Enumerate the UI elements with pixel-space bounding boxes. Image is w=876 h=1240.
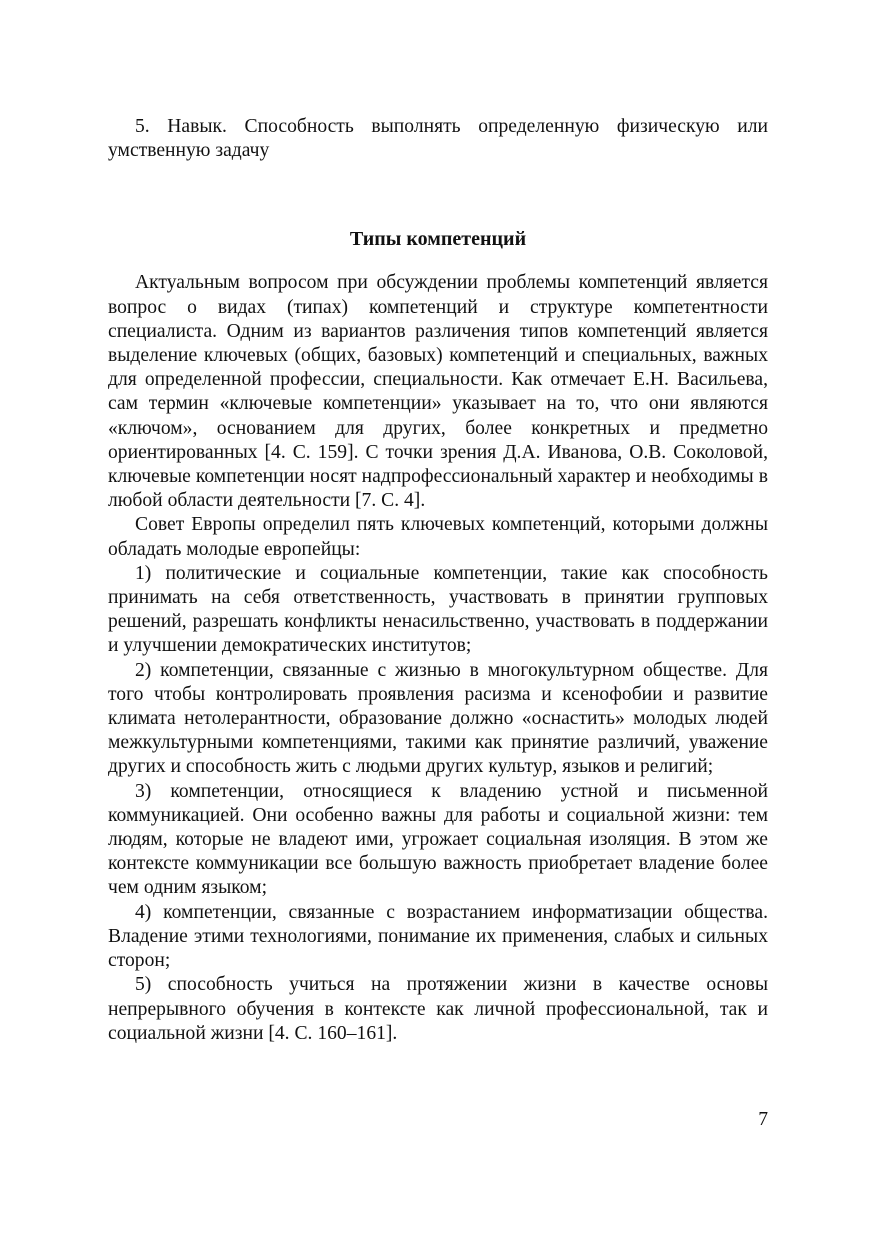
- list-item-5: 5) способность учиться на протяжении жизни в качестве основы непрерывного обучения в контексте как личной профессиональной, так и социальной жизни [4. С. 160–161].: [108, 974, 768, 1044]
- document-page: [108, 115, 768, 1046]
- list-item-1: 1) политические и социальные компетенции, такие как способность принимать на себя ответственность, участвовать в принятии групповых решений, разрешать конфликты ненасильственно, участвовать в поддержании и улучшении демократических институтов;: [108, 562, 768, 657]
- spacer: [108, 251, 768, 271]
- section-heading: Типы компетенций: [349, 228, 527, 251]
- body-paragraph: Актуальным вопросом при обсуждении проблемы компетенций является вопрос о видах (типах) компетенций и структуре компетентности специалиста. Одним из вариантов различения типов компетенций является выделение ключевых (общих, базовых) компетенций и специальных, важных для определенной профессии, специальности. Как отмечает Е.Н. Васильева, сам термин «ключевые компетенции» указывает на то, что они являются «ключом», основанием для других, более конкретных и предметно ориентированных [4. С. 159]. С точки зрения Д.А. Иванова, О.В. Соколовой, ключевые компетенции носят надпрофессиональный характер и необходимы в любой области деятельности [7. С. 4].: [108, 272, 768, 512]
- list-item-2: 2) компетенции, связанные с жизнью в многокультурном обществе. Для того чтобы контролировать проявления расизма и ксенофобии и развитие климата нетолерантности, образование должно «оснастить» молодых людей межкультурными компетенциями, такими как принятие различий, уважение других и способность жить с людьми других культур, языков и религий;: [108, 659, 768, 778]
- list-item-3: 3) компетенции, относящиеся к владению устной и письменной коммуникацией. Они особенно важны для работы и социальной жизни: тем людям, которые не владеют ими, угрожает социальная изоляция. В этом же контексте коммуникации все большую важность приобретает владение более чем одним языком;: [108, 780, 768, 899]
- spacer: [108, 163, 768, 227]
- body-paragraph: Совет Европы определил пять ключевых компетенций, которыми должны обладать молодые европейцы:: [108, 514, 768, 560]
- list-item-4: 4) компетенции, связанные с возрастанием информатизации общества. Владение этими технологиями, понимание их применения, слабых и сильных сторон;: [108, 901, 768, 972]
- page-number: 7: [758, 1109, 768, 1130]
- intro-paragraph: 5. Навык. Способность выполнять определенную физическую или умственную задачу: [108, 116, 768, 162]
